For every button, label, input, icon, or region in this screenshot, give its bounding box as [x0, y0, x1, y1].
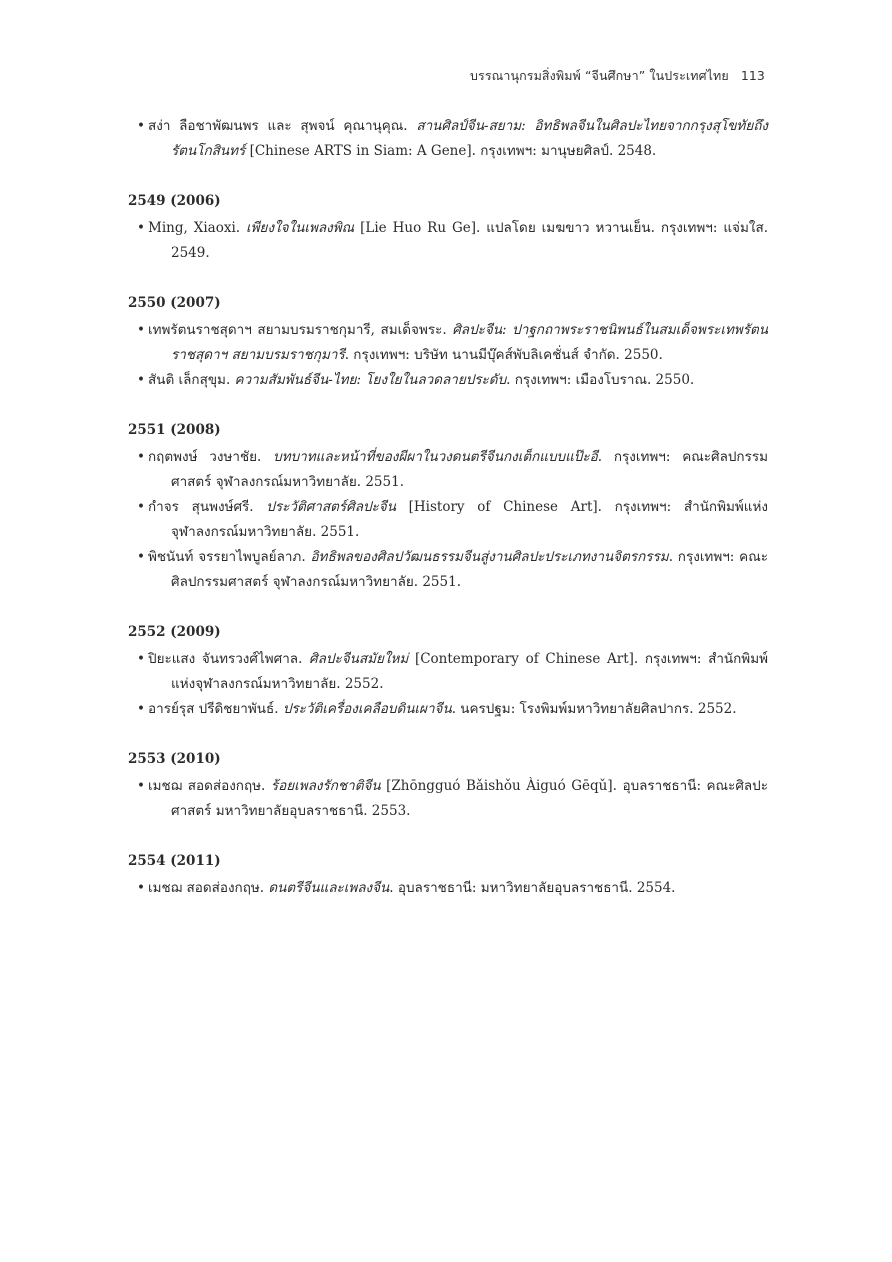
entry-title: ศิลปะจีนสมัยใหม่	[309, 651, 409, 667]
bibliography-entry	[128, 495, 768, 545]
year-heading: 2551 (2008)	[128, 422, 221, 438]
bibliography-body	[128, 114, 768, 901]
entry-publication: . นครปฐม: โรงพิมพ์มหาวิทยาลัยศิลปากร. 2552.	[451, 701, 737, 717]
bibliography-entry	[128, 368, 768, 393]
bibliography-entry	[128, 445, 768, 495]
entry-authors: เมชฌ สอดส่องกฤษ.	[148, 880, 269, 896]
entry-title: ศิลปะจีน: ปาฐกถาพระราชนิพนธ์ในสมเด็จพระเทพรัตนราชสุดาฯ สยามบรมราชกุมารี	[171, 322, 768, 363]
entry-publication: . กรุงเทพฯ: เมืองโบราณ. 2550.	[506, 372, 695, 388]
entry-authors: เทพรัตนราชสุดาฯ สยามบรมราชกุมารี, สมเด็จพระ.	[148, 322, 453, 338]
entry-publication: . กรุงเทพฯ: คณะศิลปกรรมศาสตร์ จุฬาลงกรณ์มหาวิทยาลัย. 2551.	[171, 449, 768, 490]
entry-authors: ปิยะแสง จันทรวงศ์ไพศาล.	[148, 651, 310, 667]
entry-authors: สง่า ลือชาพัฒนพร และ สุพจน์ คุณานุคุณ.	[148, 118, 417, 134]
entry-authors: สันติ เล็กสุขุม.	[148, 372, 235, 388]
bibliography-entry	[128, 545, 768, 595]
year-heading: 2554 (2011)	[128, 853, 221, 869]
entry-publication: . กรุงเทพฯ: บริษัท นานมีบุ๊คส์พับลิเคชั่นส์ จำกัด. 2550.	[344, 347, 663, 363]
bibliography-entry	[128, 318, 768, 368]
entry-publication: [Zhōngguó Bǎishǒu Àiguó Gēqǔ]. อุบลราชธานี: คณะศิลปะศาสตร์ มหาวิทยาลัยอุบลราชธานี. 2553.	[171, 778, 768, 819]
entry-authors: เมชฌ สอดส่องกฤษ.	[148, 778, 271, 794]
entry-title: สานศิลป์จีน-สยาม: อิทธิพลจีนในศิลปะไทยจากกรุงสุโขทัยถึงรัตนโกสินทร์	[171, 118, 768, 159]
year-heading: 2553 (2010)	[128, 751, 221, 767]
entry-authors: พิชนันท์ จรรยาไพบูลย์ลาภ.	[148, 549, 311, 565]
entry-title: ร้อยเพลงรักชาติจีน	[270, 778, 381, 794]
section-continued	[128, 114, 768, 164]
entry-title: อิทธิพลของศิลปวัฒนธรรมจีนสู่งานศิลปะประเภทงานจิตรกรรม	[310, 549, 669, 565]
entry-authors: Ming, Xiaoxi.	[148, 220, 247, 236]
entry-publication: . อุบลราชธานี: มหาวิทยาลัยอุบลราชธานี. 2554.	[389, 880, 676, 896]
entry-publication: . กรุงเทพฯ: คณะศิลปกรรมศาสตร์ จุฬาลงกรณ์มหาวิทยาลัย. 2551.	[171, 549, 768, 590]
running-header-title: บรรณานุกรมสิ่งพิมพ์ “จีนศึกษา” ในประเทศไทย	[469, 68, 729, 83]
bibliography-entry	[128, 647, 768, 697]
entry-publication: [Chinese ARTS in Siam: A Gene]. กรุงเทพฯ: มานุษยศิลป์. 2548.	[245, 143, 657, 159]
entry-publication: [Contemporary of Chinese Art]. กรุงเทพฯ: สำนักพิมพ์แห่งจุฬาลงกรณ์มหาวิทยาลัย. 2552.	[171, 651, 768, 692]
entry-authors: อารย์รุส ปรีดิชยาพันธ์.	[148, 701, 283, 717]
entry-publication: [Lie Huo Ru Ge]. แปลโดย เมฆขาว หวานเย็น. กรุงเทพฯ: แจ่มใส. 2549.	[171, 220, 768, 261]
entry-title: บทบาทและหน้าที่ของผีผาในวงดนตรีจีนกงเต็กแบบแป๊ะอี	[273, 449, 598, 465]
entry-publication: [History of Chinese Art]. กรุงเทพฯ: สำนักพิมพ์แห่งจุฬาลงกรณ์มหาวิทยาลัย. 2551.	[171, 499, 768, 540]
running-header	[470, 66, 765, 86]
bibliography-entry	[128, 114, 768, 164]
entry-title: ประวัติศาสตร์ศิลปะจีน	[266, 499, 396, 515]
page-number: 113	[740, 68, 765, 83]
year-heading: 2550 (2007)	[128, 295, 221, 311]
entry-title: ดนตรีจีนและเพลงจีน	[268, 880, 390, 896]
bibliography-entry	[128, 697, 768, 722]
bibliography-entry	[128, 876, 768, 901]
entry-title: ความสัมพันธ์จีน-ไทย: โยงใยในลวดลายประดับ	[234, 372, 507, 388]
bibliography-entry	[128, 216, 768, 266]
entry-title: เพียงใจในเพลงพิณ	[246, 220, 355, 236]
entry-title: ประวัติเครื่องเคลือบดินเผาจีน	[282, 701, 452, 717]
entry-authors: กำจร สุนพงษ์ศรี.	[148, 499, 267, 515]
year-heading: 2549 (2006)	[128, 193, 221, 209]
year-heading: 2552 (2009)	[128, 624, 221, 640]
entry-authors: กฤตพงษ์ วงษาชัย.	[148, 449, 274, 465]
bibliography-entry	[128, 774, 768, 824]
